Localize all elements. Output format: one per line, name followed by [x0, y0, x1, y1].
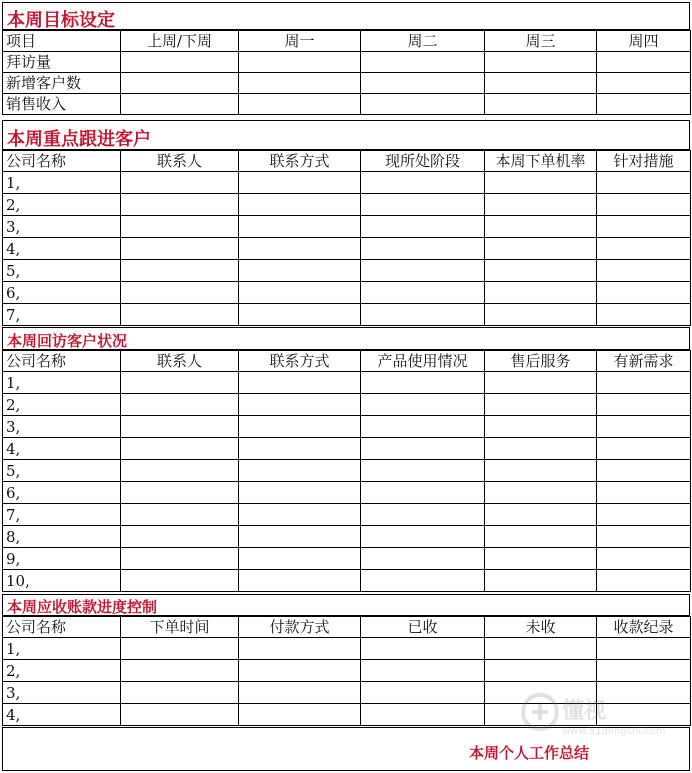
cell[interactable] [121, 304, 239, 326]
cell[interactable] [239, 73, 361, 94]
cell[interactable] [121, 460, 239, 482]
table-row [3, 282, 691, 304]
cell[interactable] [597, 548, 691, 570]
cell[interactable] [361, 172, 485, 194]
cell[interactable] [121, 704, 239, 726]
revisit-header-row [3, 351, 691, 372]
watermark-sub: www.51dongshi.com [562, 726, 666, 737]
cell[interactable] [485, 660, 597, 682]
summary-title: 本周个人工作总结 [468, 744, 589, 762]
cell[interactable] [597, 438, 691, 460]
cell[interactable] [361, 504, 485, 526]
table-row [3, 570, 691, 592]
cell[interactable] [239, 704, 361, 726]
table-row [3, 504, 691, 526]
cell[interactable] [485, 194, 597, 216]
header-cell: 产品使用情况 [361, 351, 485, 372]
cell[interactable] [361, 194, 485, 216]
revisit-table [2, 350, 691, 592]
cell[interactable] [597, 570, 691, 592]
cell[interactable] [239, 438, 361, 460]
table-row [3, 260, 691, 282]
row-label: 4, [3, 704, 121, 726]
cell[interactable] [361, 460, 485, 482]
row-label: 销售收入 [3, 94, 121, 115]
header-cell: 周三 [485, 31, 597, 52]
cell[interactable] [485, 372, 597, 394]
cell[interactable] [485, 238, 597, 260]
revisit-title: 本周回访客户状况 [7, 332, 128, 350]
header-cell: 周四 [597, 31, 691, 52]
cell[interactable] [597, 660, 691, 682]
header-cell: 周一 [239, 31, 361, 52]
cell[interactable] [239, 638, 361, 660]
cell[interactable] [597, 372, 691, 394]
cell[interactable] [361, 94, 485, 115]
cell[interactable] [121, 172, 239, 194]
cell[interactable] [121, 194, 239, 216]
header-cell: 已收 [361, 617, 485, 638]
cell[interactable] [121, 260, 239, 282]
table-row [3, 394, 691, 416]
cell[interactable] [239, 460, 361, 482]
table-row [3, 416, 691, 438]
header-cell: 收款纪录 [597, 617, 691, 638]
watermark [520, 690, 685, 750]
cell[interactable] [485, 504, 597, 526]
table-row [3, 304, 691, 326]
row-label: 9, [3, 548, 121, 570]
cell[interactable] [597, 416, 691, 438]
cell[interactable] [485, 216, 597, 238]
cell[interactable] [361, 548, 485, 570]
cell[interactable] [361, 660, 485, 682]
table-row [3, 94, 691, 115]
row-label: 8, [3, 526, 121, 548]
table-row [3, 172, 691, 194]
cell[interactable] [121, 94, 239, 115]
row-label: 6, [3, 482, 121, 504]
row-label: 10, [3, 570, 121, 592]
cell[interactable] [597, 482, 691, 504]
table-row [3, 482, 691, 504]
cell[interactable] [239, 372, 361, 394]
cell[interactable] [239, 238, 361, 260]
followup-title: 本周重点跟进客户 [7, 129, 151, 150]
cell[interactable] [485, 282, 597, 304]
cell[interactable] [239, 194, 361, 216]
table-row [3, 372, 691, 394]
table-row [3, 194, 691, 216]
watermark-logo-icon [520, 692, 560, 732]
table-row [3, 638, 691, 660]
cell[interactable] [121, 438, 239, 460]
cell[interactable] [239, 282, 361, 304]
cell[interactable] [597, 526, 691, 548]
receivables-title: 本周应收账款进度控制 [7, 598, 158, 616]
row-label: 2, [3, 660, 121, 682]
cell[interactable] [485, 570, 597, 592]
cell[interactable] [485, 438, 597, 460]
cell[interactable] [121, 416, 239, 438]
cell[interactable] [239, 172, 361, 194]
cell[interactable] [485, 52, 597, 73]
header-cell: 付款方式 [239, 617, 361, 638]
cell[interactable] [361, 638, 485, 660]
cell[interactable] [239, 548, 361, 570]
table-row [3, 238, 691, 260]
cell[interactable] [485, 94, 597, 115]
cell[interactable] [597, 172, 691, 194]
cell[interactable] [485, 460, 597, 482]
cell[interactable] [239, 52, 361, 73]
cell[interactable] [485, 73, 597, 94]
table-row [3, 73, 691, 94]
header-cell: 现所处阶段 [361, 151, 485, 172]
cell[interactable] [597, 52, 691, 73]
cell[interactable] [485, 394, 597, 416]
watermark-text: 懂视 [562, 699, 607, 724]
cell[interactable] [121, 638, 239, 660]
header-cell: 公司名称 [3, 151, 121, 172]
cell[interactable] [361, 570, 485, 592]
cell[interactable] [597, 216, 691, 238]
header-cell: 上周/下周 [121, 31, 239, 52]
cell[interactable] [239, 216, 361, 238]
cell[interactable] [597, 94, 691, 115]
cell[interactable] [121, 482, 239, 504]
cell[interactable] [597, 638, 691, 660]
row-label: 7, [3, 304, 121, 326]
cell[interactable] [361, 416, 485, 438]
row-label: 3, [3, 216, 121, 238]
cell[interactable] [121, 282, 239, 304]
row-label: 1, [3, 638, 121, 660]
goals-table [2, 30, 691, 115]
cell[interactable] [239, 526, 361, 548]
header-cell: 周二 [361, 31, 485, 52]
header-cell: 公司名称 [3, 351, 121, 372]
table-row [3, 216, 691, 238]
receivables-title-bar [2, 594, 690, 616]
cell[interactable] [597, 394, 691, 416]
cell[interactable] [239, 482, 361, 504]
row-label: 2, [3, 194, 121, 216]
cell[interactable] [485, 416, 597, 438]
cell[interactable] [121, 682, 239, 704]
cell[interactable] [485, 548, 597, 570]
header-cell: 公司名称 [3, 617, 121, 638]
cell[interactable] [597, 73, 691, 94]
row-label: 4, [3, 238, 121, 260]
table-row [3, 526, 691, 548]
goals-title: 本周目标设定 [7, 10, 115, 31]
header-cell: 联系人 [121, 351, 239, 372]
cell[interactable] [485, 482, 597, 504]
row-label: 4, [3, 438, 121, 460]
row-label: 3, [3, 416, 121, 438]
row-label: 2, [3, 394, 121, 416]
cell[interactable] [485, 172, 597, 194]
header-cell: 未收 [485, 617, 597, 638]
cell[interactable] [239, 394, 361, 416]
receivables-header-row [3, 617, 691, 638]
goals-title-bar [2, 2, 690, 30]
cell[interactable] [597, 238, 691, 260]
cell[interactable] [485, 260, 597, 282]
row-label: 6, [3, 282, 121, 304]
cell[interactable] [239, 94, 361, 115]
cell[interactable] [239, 304, 361, 326]
header-cell: 售后服务 [485, 351, 597, 372]
cell[interactable] [239, 682, 361, 704]
cell[interactable] [121, 372, 239, 394]
row-label: 7, [3, 504, 121, 526]
cell[interactable] [121, 570, 239, 592]
cell[interactable] [361, 682, 485, 704]
cell[interactable] [121, 504, 239, 526]
row-label: 5, [3, 460, 121, 482]
cell[interactable] [597, 460, 691, 482]
cell[interactable] [121, 216, 239, 238]
cell[interactable] [361, 260, 485, 282]
row-label: 1, [3, 372, 121, 394]
cell[interactable] [361, 304, 485, 326]
followup-title-bar [2, 120, 690, 150]
table-row [3, 52, 691, 73]
row-label: 拜访量 [3, 52, 121, 73]
header-cell: 针对措施 [597, 151, 691, 172]
cell[interactable] [121, 238, 239, 260]
cell[interactable] [361, 73, 485, 94]
goals-header-row [3, 31, 691, 52]
cell[interactable] [597, 194, 691, 216]
row-label: 5, [3, 260, 121, 282]
followup-header-row [3, 151, 691, 172]
header-cell: 联系方式 [239, 151, 361, 172]
row-label: 新增客户数 [3, 73, 121, 94]
cell[interactable] [239, 570, 361, 592]
cell[interactable] [485, 526, 597, 548]
cell[interactable] [361, 282, 485, 304]
cell[interactable] [597, 504, 691, 526]
table-row [3, 660, 691, 682]
header-cell: 联系方式 [239, 351, 361, 372]
header-cell: 项目 [3, 31, 121, 52]
cell[interactable] [361, 526, 485, 548]
cell[interactable] [239, 260, 361, 282]
header-cell: 本周下单机率 [485, 151, 597, 172]
cell[interactable] [361, 216, 485, 238]
cell[interactable] [597, 282, 691, 304]
cell[interactable] [361, 238, 485, 260]
cell[interactable] [239, 660, 361, 682]
header-cell: 有新需求 [597, 351, 691, 372]
table-row [3, 438, 691, 460]
cell[interactable] [361, 438, 485, 460]
cell[interactable] [121, 73, 239, 94]
cell[interactable] [121, 660, 239, 682]
cell[interactable] [239, 504, 361, 526]
cell[interactable] [361, 394, 485, 416]
header-cell: 联系人 [121, 151, 239, 172]
cell[interactable] [121, 52, 239, 73]
cell[interactable] [361, 52, 485, 73]
cell[interactable] [597, 304, 691, 326]
row-label: 3, [3, 682, 121, 704]
cell[interactable] [121, 394, 239, 416]
cell[interactable] [239, 416, 361, 438]
cell[interactable] [121, 548, 239, 570]
cell[interactable] [361, 372, 485, 394]
revisit-title-bar [2, 327, 690, 350]
row-label: 1, [3, 172, 121, 194]
followup-table [2, 150, 691, 326]
cell[interactable] [121, 526, 239, 548]
cell[interactable] [485, 304, 597, 326]
cell[interactable] [361, 704, 485, 726]
cell[interactable] [597, 260, 691, 282]
header-cell: 下单时间 [121, 617, 239, 638]
table-row [3, 460, 691, 482]
cell[interactable] [485, 638, 597, 660]
cell[interactable] [361, 482, 485, 504]
table-row [3, 548, 691, 570]
